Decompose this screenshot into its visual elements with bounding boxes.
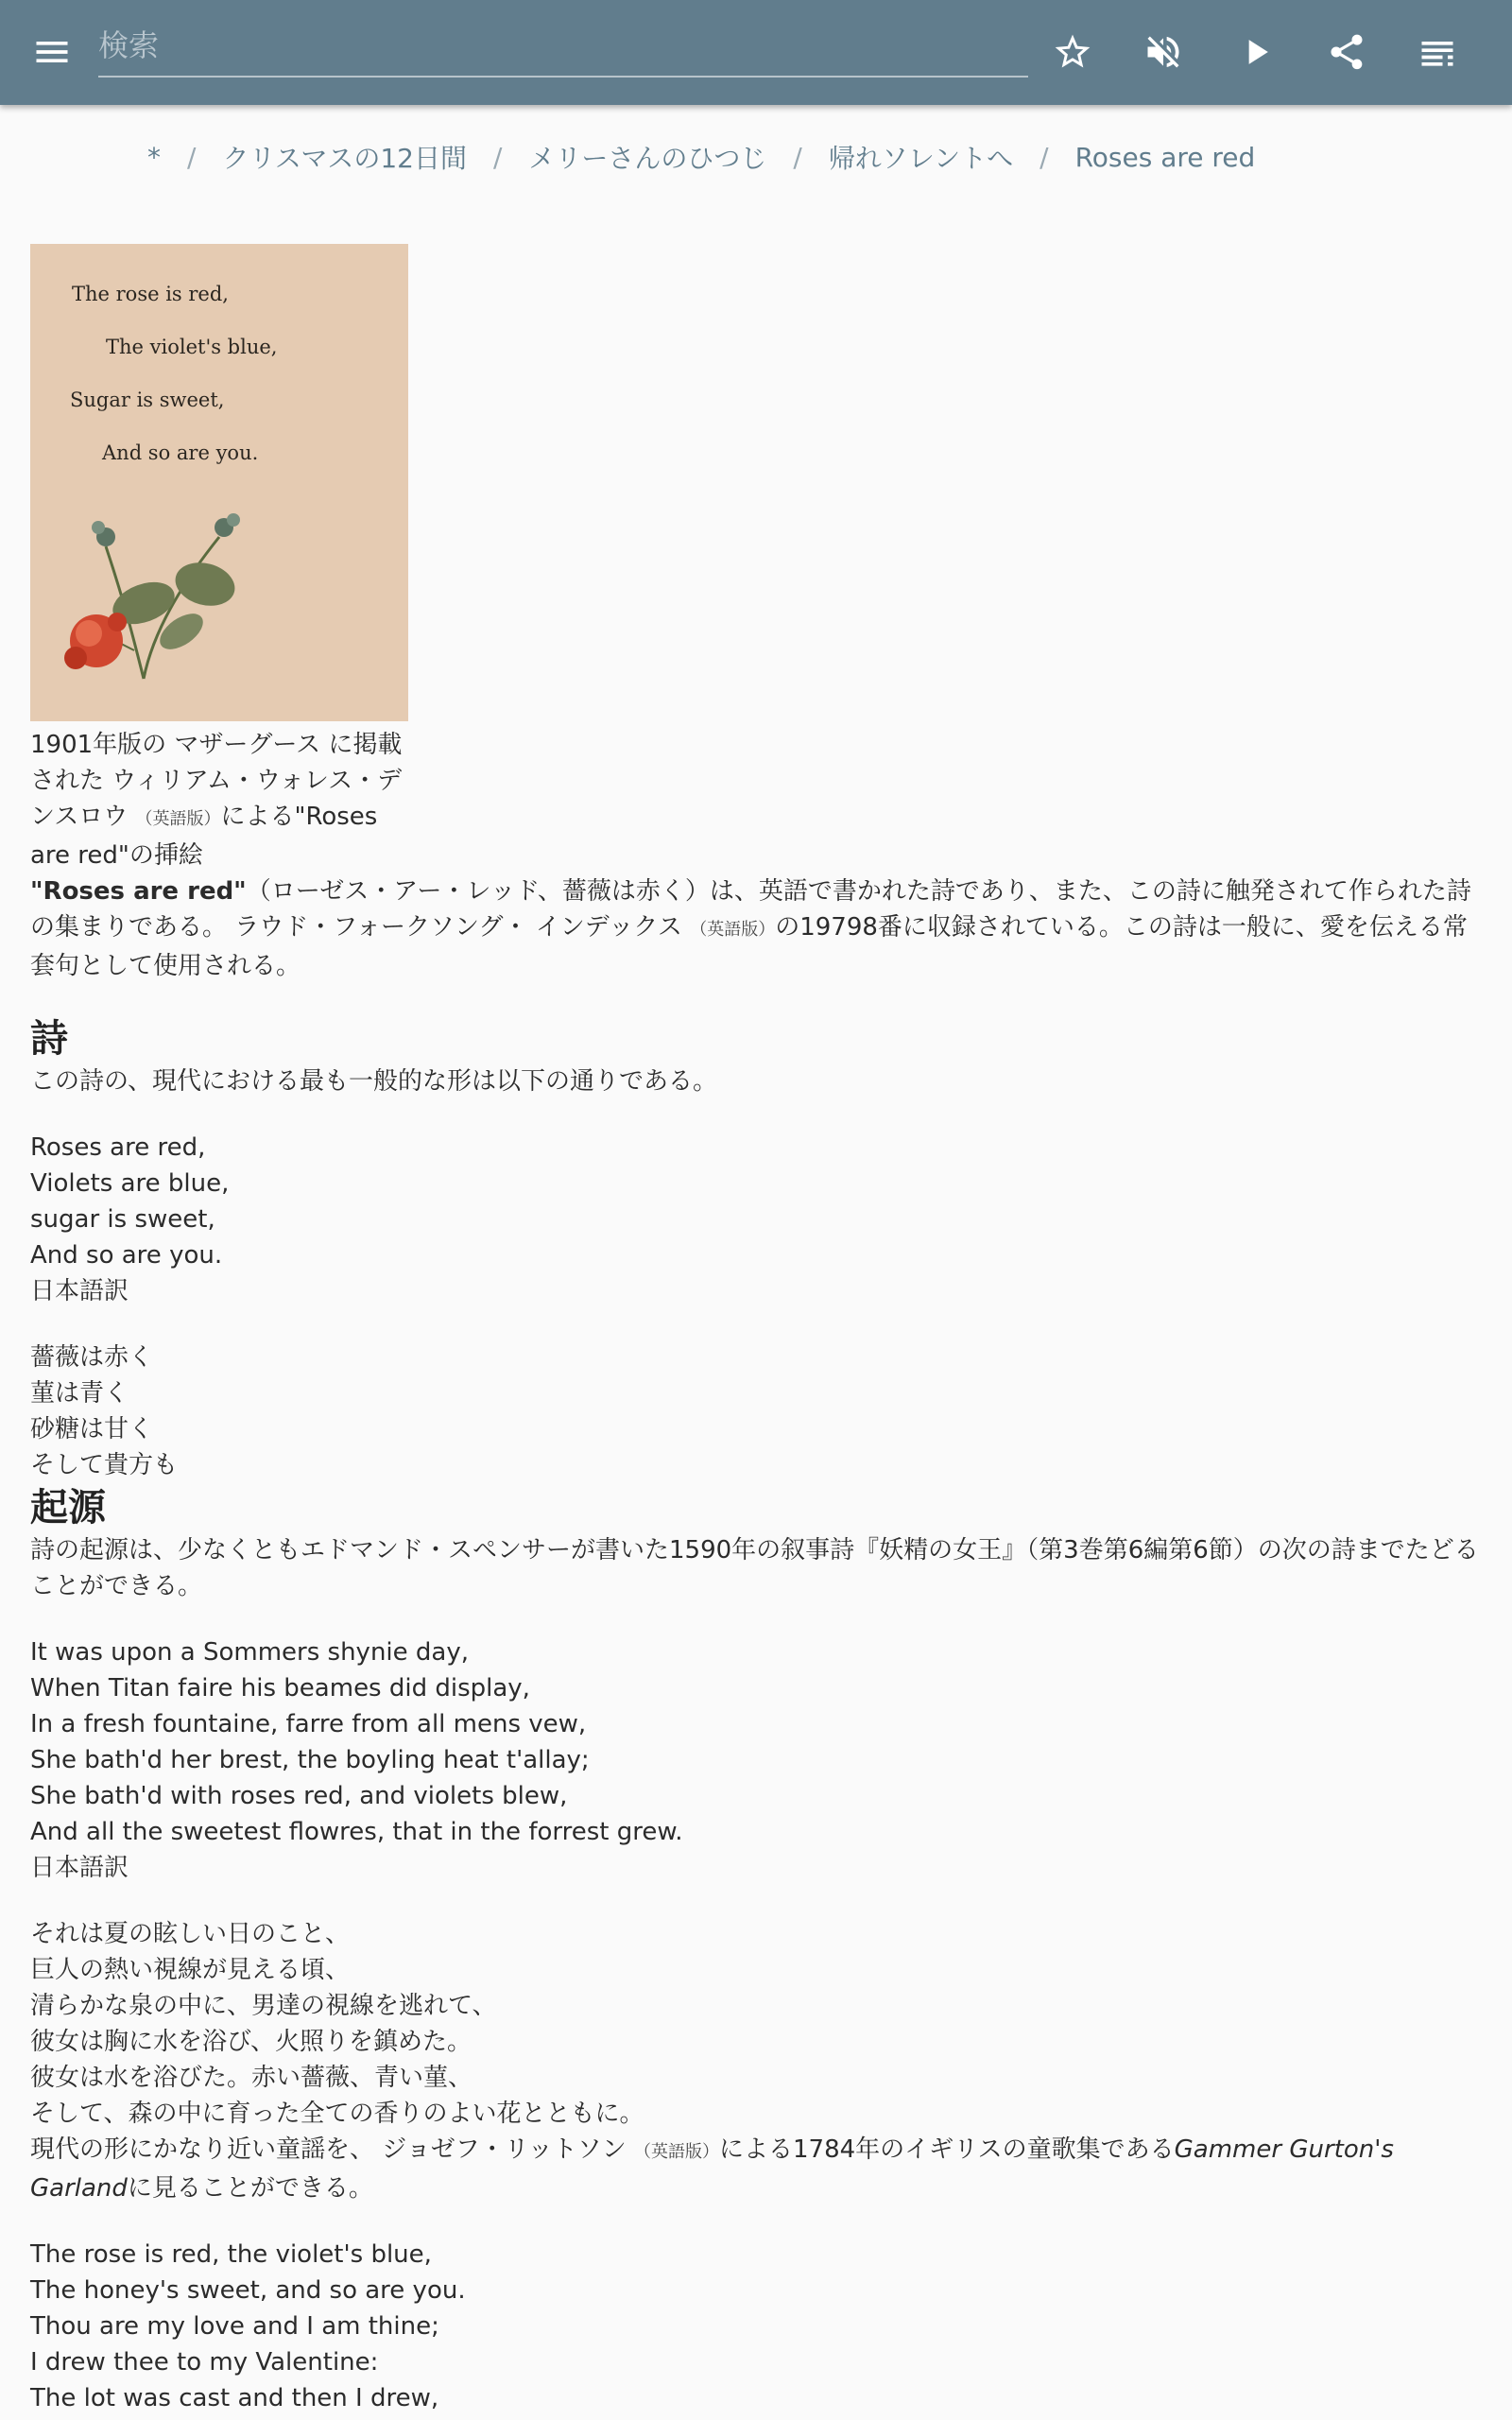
search-input[interactable]	[98, 21, 1028, 70]
language-note[interactable]: （英語版）	[633, 2142, 719, 2162]
intro-text: （ローゼス・アー・レッド、薔薇は赤く）は、英語で書かれた詩であり、また、この詩に触発されて作られた詩の集まりである。 ラウド・フォークソング・ インデックス	[30, 877, 1471, 942]
breadcrumb-item[interactable]: 帰れソレントへ	[828, 143, 1014, 174]
caption-text: による"Roses are red"の挿絵	[30, 803, 378, 870]
caption-text: 1901年版の マザーグース に掲載された ウィリアム・ウォレス・デンスロウ	[30, 731, 403, 831]
list-icon[interactable]	[1406, 21, 1469, 83]
intro-text: の19798番に収録されている。この詩は一般に、愛を伝える常套句として使用される。	[30, 913, 1468, 980]
menu-icon[interactable]	[21, 21, 83, 83]
poem-line: そして、森の中に育った全ての香りのよい花とともに。	[30, 2100, 644, 2128]
breadcrumb-separator: /	[793, 141, 802, 173]
paragraph-text: による1784年のイギリスの童歌集である	[718, 2135, 1175, 2164]
poem-line: She bath'd with roses red, and violets blew,	[30, 1782, 568, 1810]
breadcrumb	[147, 136, 1255, 178]
breadcrumb-item-current[interactable]: Roses are red	[1074, 141, 1256, 173]
poem-line: She bath'd her brest, the boyling heat t'allay;	[30, 1746, 590, 1774]
paragraph-text: 現代の形にかなり近い童謡を、 ジョゼフ・リットソン	[30, 2135, 627, 2164]
poem-line: Thou are my love and I am thine;	[30, 2312, 439, 2341]
poem-line: And all the sweetest flowres, that in the forrest grew.	[30, 1818, 683, 1846]
poem-line: 清らかな泉の中に、男達の視線を逃れて、	[30, 1992, 497, 2020]
garland-poem	[30, 2237, 1486, 2416]
poem-line: The honey's sweet, and so are you.	[30, 2276, 466, 2305]
language-note[interactable]: （英語版）	[690, 920, 776, 940]
illustration-image	[30, 244, 408, 721]
breadcrumb-item[interactable]: メリーさんのひつじ	[528, 143, 767, 174]
poem-japanese	[30, 1340, 1486, 1483]
poem-line: The lot was cast and then I drew,	[30, 2384, 439, 2412]
svg-text:The rose is red,: The rose is red,	[72, 283, 229, 305]
poem-line: Roses are red,	[30, 1133, 206, 1162]
breadcrumb-separator: /	[187, 141, 197, 173]
poem-line: 砂糖は甘く	[30, 1415, 154, 1443]
poem-line: And so are you.	[30, 1241, 223, 1270]
breadcrumb-separator: /	[492, 141, 503, 173]
volume-off-icon[interactable]	[1132, 21, 1194, 83]
article	[30, 244, 1486, 2416]
poem-line: It was upon a Sommers shynie day,	[30, 1638, 469, 1667]
share-icon[interactable]	[1315, 21, 1378, 83]
play-icon[interactable]	[1225, 21, 1287, 83]
intro-title: "Roses are red"	[30, 877, 247, 906]
svg-text:The violet's blue,: The violet's blue,	[106, 336, 278, 358]
intro-paragraph	[30, 873, 1486, 984]
figure	[30, 244, 408, 873]
poem-line: The rose is red, the violet's blue,	[30, 2240, 432, 2269]
section-heading-origin: 起源	[30, 1486, 106, 1530]
poem-line: そして貴方も	[30, 1451, 179, 1479]
origin-lead: 詩の起源は、少なくともエドマンド・スペンサーが書いた1590年の叙事詩『妖精の女王』（第3巻第6編第6節）の次の詩までたどることができる。	[30, 1536, 1479, 1600]
poem-line: When Titan faire his beames did display,	[30, 1674, 530, 1703]
book-title: Gammer Gurton's Garland	[30, 2135, 1394, 2203]
poem-english	[30, 1130, 1486, 1309]
poem-line: Violets are blue,	[30, 1169, 230, 1198]
poem-line: I drew thee to my Valentine:	[30, 2348, 379, 2377]
translation-label: 日本語訳	[30, 1854, 129, 1882]
figure-caption	[30, 727, 408, 873]
section-heading-poem: 詩	[30, 1017, 68, 1061]
origin-poem-japanese	[30, 1916, 1486, 2132]
translation-label: 日本語訳	[30, 1277, 129, 1305]
poem-line: それは夏の眩しい日のこと、	[30, 1920, 351, 1948]
breadcrumb-separator: /	[1040, 141, 1049, 173]
poem-line: In a fresh fountaine, farre from all mens vew,	[30, 1710, 587, 1738]
origin-poem-english	[30, 1634, 1486, 1886]
svg-text:Sugar is sweet,: Sugar is sweet,	[70, 389, 225, 411]
poem-line: 彼女は胸に水を浴び、火照りを鎮めた。	[30, 2028, 472, 2056]
svg-text:And so are you.: And so are you.	[102, 441, 259, 464]
app-bar	[0, 0, 1512, 105]
search-field	[98, 21, 1028, 78]
language-note[interactable]: （英語版）	[135, 809, 221, 829]
paragraph-text: に見ることができる。	[127, 2174, 373, 2203]
star-icon[interactable]	[1041, 21, 1104, 83]
breadcrumb-item-root[interactable]: *	[147, 141, 161, 173]
poem-line: sugar is sweet,	[30, 1205, 215, 1234]
poem-line: 彼女は水を浴びた。赤い薔薇、青い菫、	[30, 2064, 473, 2092]
breadcrumb-item[interactable]: クリスマスの12日間	[222, 143, 467, 174]
poem-line: 菫は青く	[30, 1379, 129, 1408]
poem-line: 巨人の熱い視線が見える頃、	[30, 1956, 351, 1984]
poem-lead: この詩の、現代における最も一般的な形は以下の通りである。	[30, 1067, 717, 1096]
garland-paragraph	[30, 2132, 1486, 2206]
poem-line: 薔薇は赤く	[30, 1343, 154, 1372]
